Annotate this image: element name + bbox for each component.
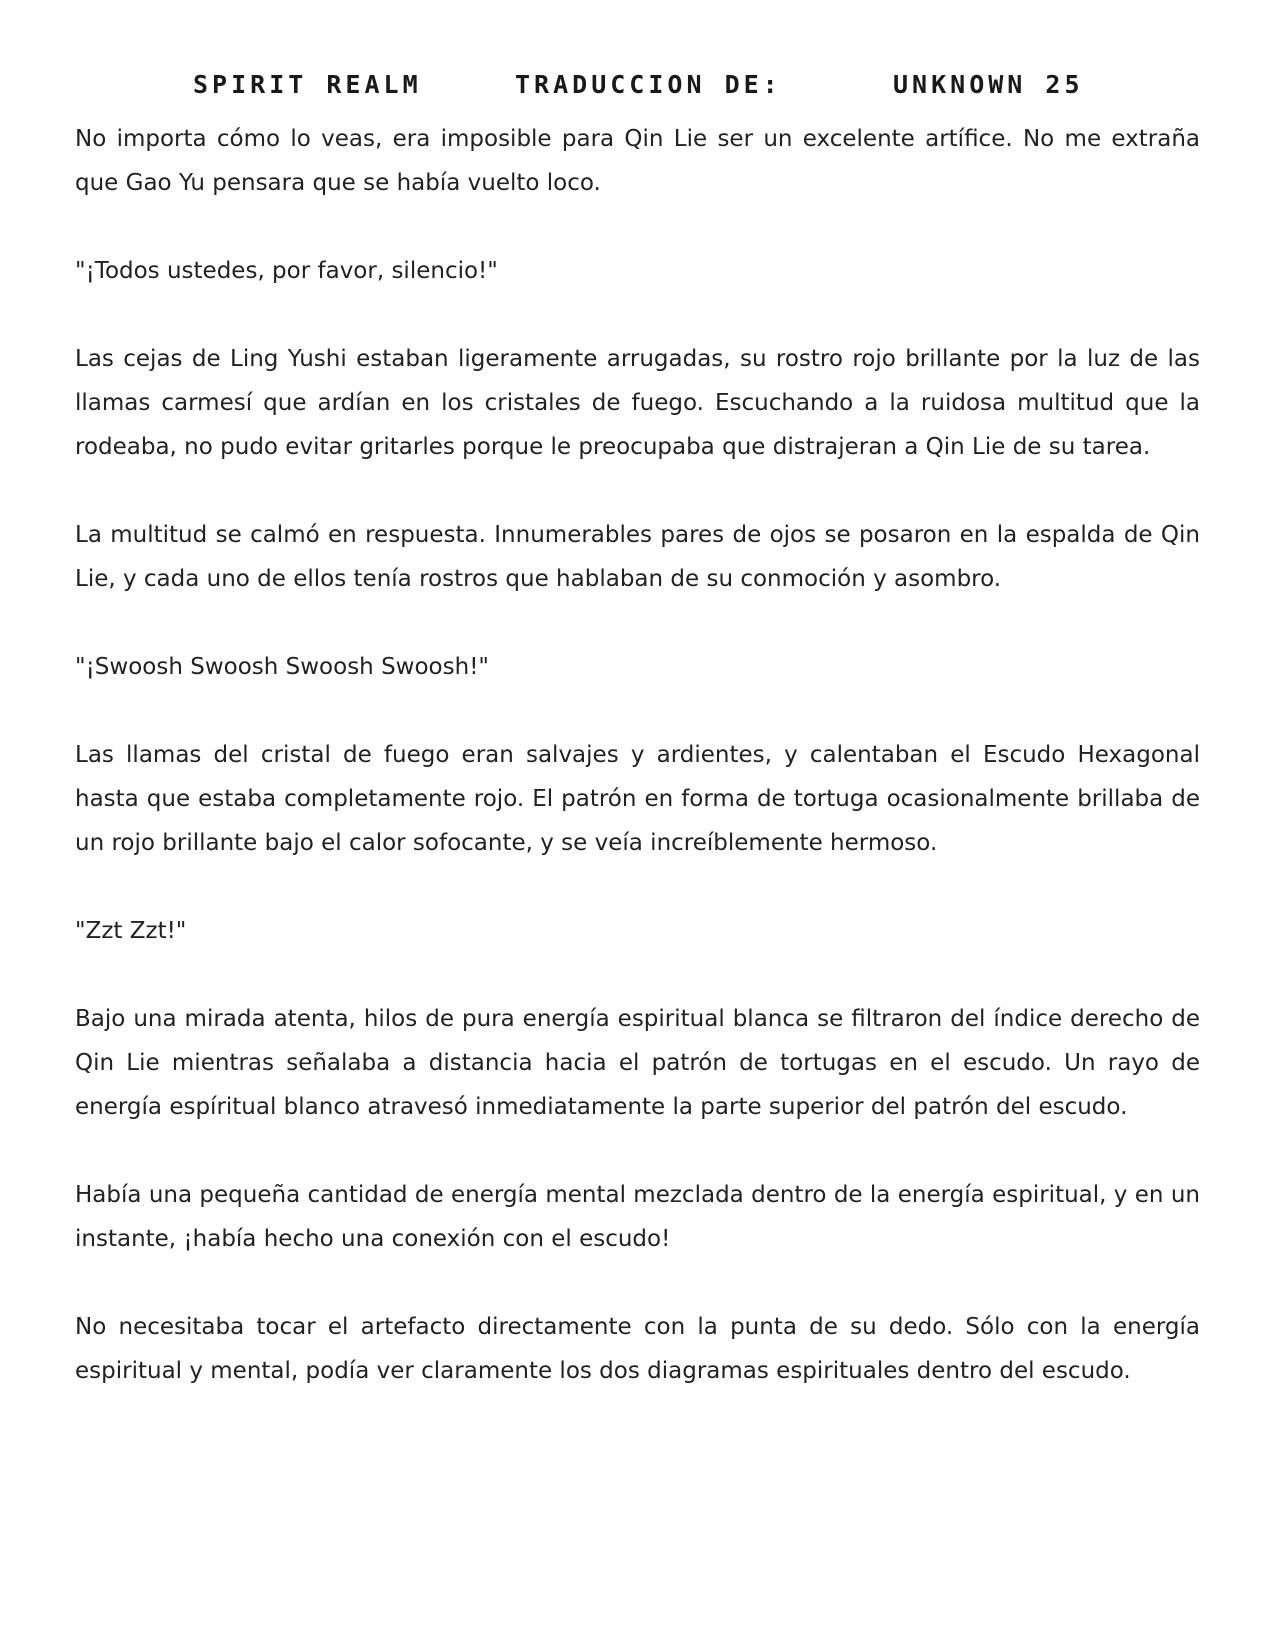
paragraph: Las llamas del cristal de fuego eran salvajes y ardientes, y calentaban el Escudo Hexagonal hasta que estaba completamente rojo. El patrón en forma de tortuga ocasionalmente brillaba de un rojo brillante bajo el calor sofocante, y se veía increíblemente hermoso. bbox=[75, 742, 1200, 856]
paragraph: La multitud se calmó en respuesta. Innumerables pares de ojos se posaron en la espalda de Qin Lie, y cada uno de ellos tenía rostros que hablaban de su conmoción y asombro. bbox=[75, 522, 1200, 592]
chapter-body bbox=[75, 117, 1200, 1437]
header-title: SPIRIT REALM bbox=[193, 70, 422, 99]
dialogue-line: "Zzt Zzt!" bbox=[75, 918, 187, 944]
paragraph: No importa cómo lo veas, era imposible para Qin Lie ser un excelente artífice. No me extraña que Gao Yu pensara que se había vuelto loco. bbox=[75, 126, 1200, 196]
header-translator: UNKNOWN 25 bbox=[893, 70, 1084, 99]
paragraph: Había una pequeña cantidad de energía mental mezclada dentro de la energía espiritual, y en un instante, ¡había hecho una conexión con el escudo! bbox=[75, 1182, 1200, 1252]
paragraph: Las cejas de Ling Yushi estaban ligeramente arrugadas, su rostro rojo brillante por la luz de las llamas carmesí que ardían en los cristales de fuego. Escuchando a la ruidosa multitud que la rodeaba, no pudo evitar gritarles porque le preocupaba que distrajeran a Qin Lie de su tarea. bbox=[75, 346, 1200, 460]
paragraph: No necesitaba tocar el artefacto directamente con la punta de su dedo. Sólo con la energía espiritual y mental, podía ver claramente los dos diagramas espirituales dentro del escudo. bbox=[75, 1314, 1200, 1384]
paragraph: Bajo una mirada atenta, hilos de pura energía espiritual blanca se filtraron del índice derecho de Qin Lie mientras señalaba a distancia hacia el patrón de tortugas en el escudo. Un rayo de energía espíritual blanco atravesó inmediatamente la parte superior del patrón del escudo. bbox=[75, 1006, 1200, 1120]
dialogue-line: "¡Todos ustedes, por favor, silencio!" bbox=[75, 258, 498, 284]
page-header bbox=[0, 70, 1275, 110]
header-translation-label: TRADUCCION DE: bbox=[515, 70, 782, 99]
dialogue-line: "¡Swoosh Swoosh Swoosh Swoosh!" bbox=[75, 654, 489, 680]
